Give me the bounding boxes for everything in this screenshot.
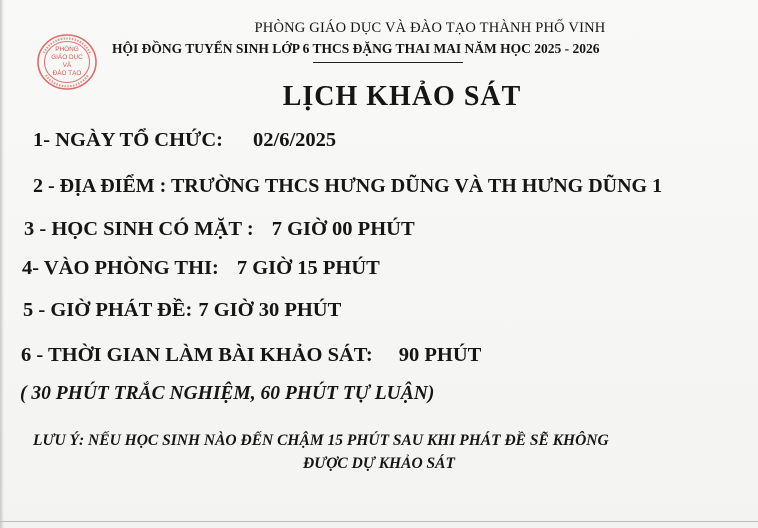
schedule-item-location — [33, 175, 662, 198]
stamp-text-3: VÀ — [62, 62, 72, 69]
item-value: 7 GIỜ 00 PHÚT — [271, 218, 415, 240]
item-label: 6 - THỜI GIAN LÀM BÀI KHẢO SÁT: — [21, 344, 373, 366]
stamp-text-1: PHÒNG — [55, 46, 79, 53]
schedule-item-arrival — [24, 218, 415, 241]
item-value: 7 GIỜ 15 PHÚT — [236, 257, 380, 279]
item-value: 90 PHÚT — [398, 344, 482, 366]
page-title: LỊCH KHẢO SÁT — [282, 81, 522, 112]
header-department: PHÒNG GIÁO DỤC VÀ ĐÀO TẠO THÀNH PHỐ VINH — [254, 20, 606, 36]
item-label: 4- VÀO PHÒNG THI: — [22, 257, 219, 279]
item-value: 02/6/2025 — [253, 129, 337, 151]
scan-bottom-line — [0, 521, 758, 522]
item-value: 7 GIỜ 30 PHÚT — [198, 299, 342, 321]
stamp-text-4: ĐÀO TẠO — [52, 70, 82, 77]
header-council: HỘI ĐỒNG TUYỂN SINH LỚP 6 THCS ĐẶNG THAI MAI NĂM HỌC 2025 - 2026 — [112, 41, 600, 56]
item-label: 2 - ĐỊA ĐIỂM : TRƯỜNG THCS HƯNG DŨNG VÀ TH HƯNG DŨNG 1 — [33, 175, 663, 197]
note-line-1: LƯU Ý: NẾU HỌC SINH NÀO ĐẾN CHẬM 15 PHÚT SAU KHI PHÁT ĐỀ SẼ KHÔNG — [33, 432, 609, 449]
schedule-item-date — [33, 129, 336, 152]
schedule-item-duration — [21, 344, 481, 367]
item-label: 1- NGÀY TỔ CHỨC: — [33, 129, 223, 151]
header-underline — [313, 62, 463, 63]
note-line-2: ĐƯỢC DỰ KHẢO SÁT — [303, 455, 455, 472]
stamp-text-2: GIÁO DỤC — [51, 54, 83, 61]
duration-breakdown: ( 30 PHÚT TRẮC NGHIỆM, 60 PHÚT TỰ LUẬN) — [20, 383, 435, 404]
item-label: 3 - HỌC SINH CÓ MẶT : — [24, 218, 254, 240]
schedule-item-enter-room — [22, 257, 380, 280]
item-label: 5 - GIỜ PHÁT ĐỀ: — [23, 299, 193, 321]
scan-edge-shadow — [0, 0, 4, 528]
schedule-item-paper-distribution — [23, 299, 341, 322]
